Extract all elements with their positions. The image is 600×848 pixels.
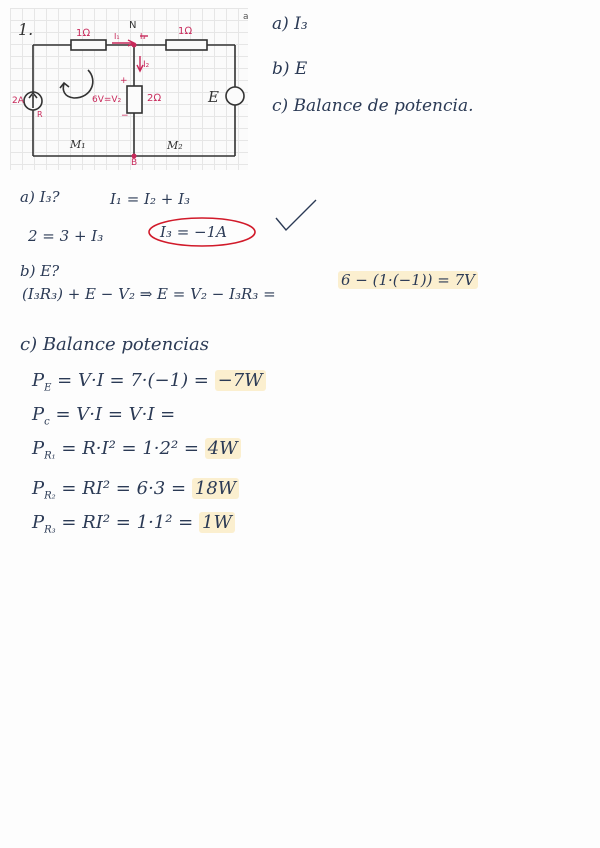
resistor-r1	[71, 40, 106, 50]
power-result: 1W	[199, 512, 235, 533]
power-row-r2	[32, 478, 239, 502]
power-row-r3	[32, 512, 235, 536]
label-r2: 2Ω	[147, 93, 162, 104]
label-node-n: N	[129, 20, 137, 31]
check-mark	[272, 196, 322, 236]
power-result: 18W	[192, 478, 239, 499]
solution-a-title: a) I₃?	[20, 188, 60, 206]
power-label: P	[32, 438, 45, 459]
power-sub: R₂	[44, 490, 56, 502]
power-row-r1	[32, 438, 241, 462]
solution-a-result: I₃ = −1A	[160, 223, 227, 241]
power-row-e	[32, 370, 266, 394]
voltage-source-e	[226, 87, 244, 105]
power-label: P	[32, 478, 45, 499]
solution-b-result: 6 − (1·(−1)) = 7V	[338, 271, 478, 289]
resistor-r3	[166, 40, 207, 50]
power-expr: = RI² = 1·1² =	[61, 512, 194, 533]
label-current-source: 2A	[12, 96, 24, 106]
mesh-arrowhead	[60, 83, 69, 88]
question-a: a) I₃	[272, 14, 308, 34]
label-i3: I₃	[140, 32, 146, 41]
solution-a-kcl: I₁ = I₂ + I₃	[110, 190, 191, 208]
power-expr: = RI² = 6·3 =	[61, 478, 187, 499]
corner-mark: a	[243, 12, 249, 22]
question-c: c) Balance de potencia.	[272, 96, 474, 116]
power-label: P	[32, 370, 45, 391]
solution-a-sub: 2 = 3 + I₃	[28, 227, 104, 245]
solution-b-line: (I₃R₃) + E − V₂ ⇒ E = V₂ − I₃R₃ =	[22, 285, 276, 303]
label-node-b: B	[131, 158, 138, 168]
label-minus: −	[121, 111, 129, 121]
solution-b-title: b) E?	[20, 262, 60, 280]
power-sub: R₃	[44, 524, 56, 536]
resistor-r2	[127, 86, 142, 113]
label-mesh1: M₁	[70, 138, 86, 151]
power-expr: = V·I = V·I =	[55, 404, 176, 425]
power-label: P	[32, 512, 45, 533]
question-b: b) E	[272, 59, 308, 79]
label-r3: 1Ω	[178, 26, 193, 37]
power-expr: = V·I = 7·(−1) =	[57, 370, 209, 391]
power-result: 4W	[205, 438, 241, 459]
power-sub: R₁	[44, 450, 56, 462]
label-plus: +	[120, 76, 128, 86]
label-i2: I₂	[143, 60, 150, 70]
power-result: −7W	[215, 370, 266, 391]
label-mesh2: M₂	[167, 139, 183, 152]
power-sub: c	[44, 416, 50, 428]
power-row-c	[32, 404, 175, 428]
label-i1: I₁	[114, 32, 120, 41]
label-rs: R	[37, 110, 43, 119]
power-sub: E	[44, 382, 52, 394]
solution-c-title: c) Balance potencias	[20, 334, 209, 355]
power-label: P	[32, 404, 45, 425]
label-voltage: 6V=V₂	[92, 95, 122, 105]
node-n-dot	[132, 43, 137, 48]
power-expr: = R·I² = 1·2² =	[61, 438, 199, 459]
mesh-arrow	[63, 70, 93, 98]
label-source-e: E	[208, 88, 219, 106]
problem-number: 1.	[18, 20, 34, 39]
label-r1: 1Ω	[76, 28, 91, 39]
